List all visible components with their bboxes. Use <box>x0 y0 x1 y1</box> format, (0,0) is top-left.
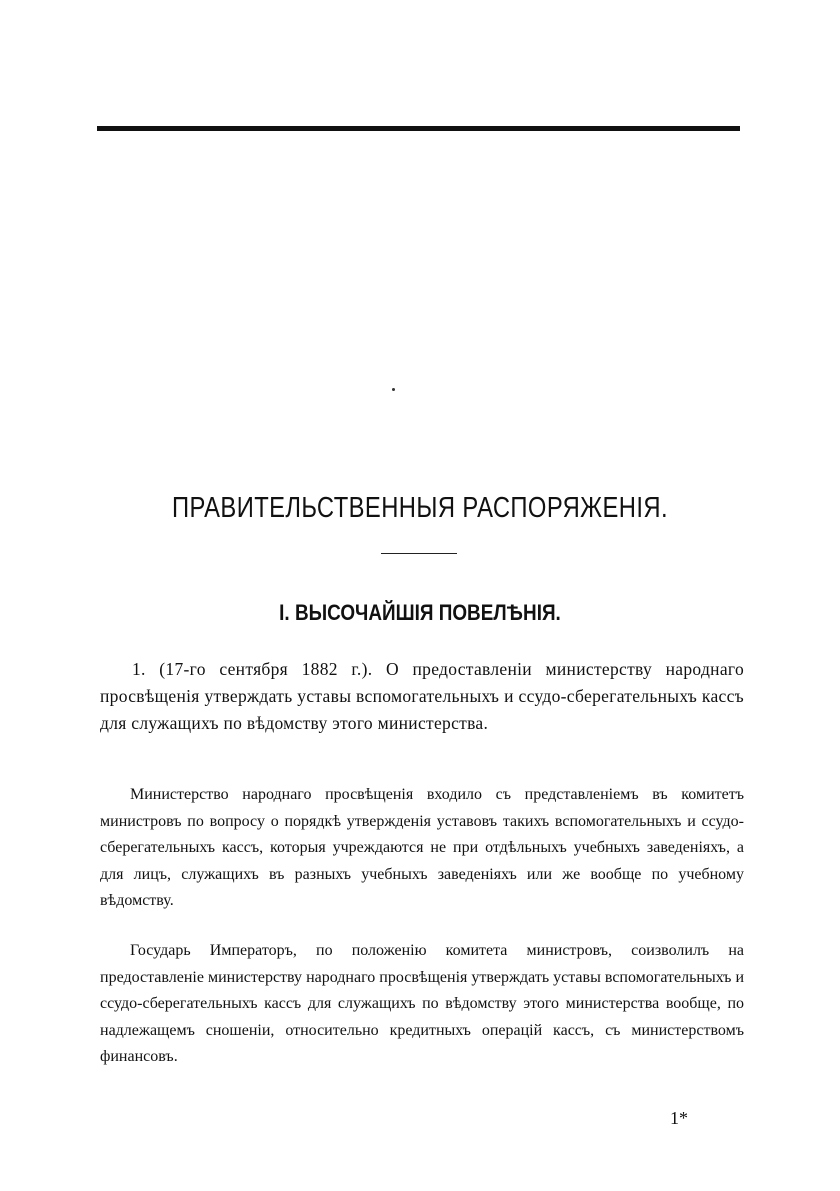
title-divider <box>381 553 457 554</box>
body-paragraph: Государь Императоръ, по положенію комитета министровъ, соизволилъ на предоставленіе министерству народнаго просвѣщенія утверждать уставы вспомогательныхъ и ссудо-сберегательныхъ кассъ для служащихъ по вѣдомству этого министерства вообще, по надлежащемъ сношеніи, относительно кредитныхъ операцій кассъ, съ министерствомъ финансовъ. <box>100 942 744 1065</box>
body-paragraph: Министерство народнаго просвѣщенія входило съ представленіемъ въ комитетъ министровъ по вопросу о порядкѣ утвержденія уставовъ такихъ вспомогательныхъ и ссудо-сберегательныхъ кассъ, которыя учреждаются не при отдѣльныхъ учебныхъ заведеніяхъ, а для лицъ, служащихъ въ разныхъ учебныхъ заведеніяхъ или же вообще по учебному вѣдомству. <box>100 786 744 909</box>
signature-mark: 1* <box>670 1108 688 1128</box>
entry-heading: 1. (17-го сентября 1882 г.). О предоставленіи министерству народнаго просвѣщенія утверждать уставы вспомогательныхъ и ссудо-сберегательныхъ кассъ для служащихъ по вѣдомству этого министерства. <box>100 659 744 733</box>
main-title: ПРАВИТЕЛЬСТВЕННЫЯ РАСПОРЯЖЕНІЯ. <box>171 492 669 524</box>
header-rule <box>97 126 740 131</box>
section-title: I. ВЫСОЧАЙШІЯ ПОВЕЛѢНІЯ. <box>279 600 561 625</box>
print-speck <box>392 388 395 391</box>
